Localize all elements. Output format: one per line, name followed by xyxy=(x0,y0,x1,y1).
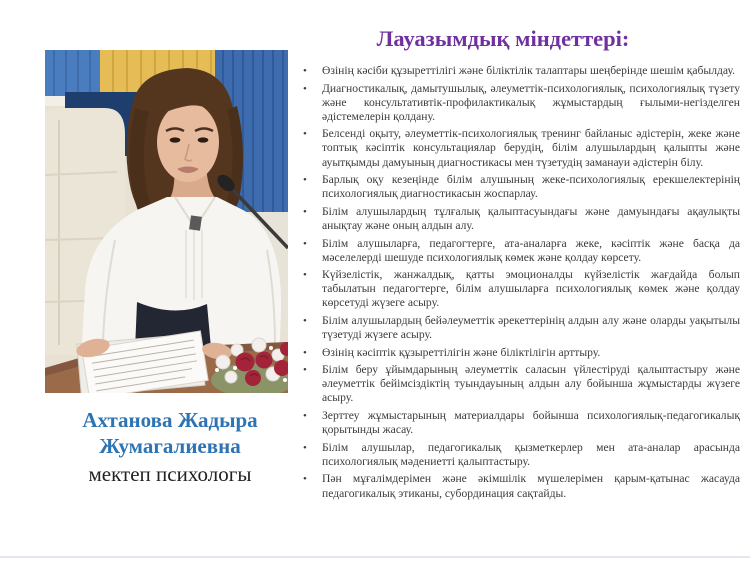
list-item xyxy=(300,409,740,437)
list-item-text: Зерттеу жұмыстарының материалдары бойынша психологиялық-педагогикалық қорытынды жасау. xyxy=(322,409,740,437)
bullet-icon: • xyxy=(303,441,307,454)
bullet-icon: • xyxy=(303,346,307,359)
list-item-text: Білім беру ұйымдарының әлеуметтік саласын үйлестіруді қалыптастыру және әлеуметтік бейімсіздіктің туындауының алдын алу бойынша жұмыстарды жүзеге асыру. xyxy=(322,363,740,405)
list-item-text: Білім алушылардың бейәлеуметтік әрекеттерінің алдын алу және оларды уақытылы түзетуді жүзеге асыру. xyxy=(322,314,740,342)
list-item xyxy=(300,363,740,405)
list-item-text: Пән мұғалімдерімен және әкімшілік мүшелерімен қарым-қатынас жасауда педагогикалық этиканы, субординация сақтайды. xyxy=(322,472,740,500)
list-item-text: Өзінің кәсіптік құзыреттілігін және біліктілігін арттыру. xyxy=(322,345,601,359)
portrait-photo xyxy=(45,50,288,393)
bullet-icon: • xyxy=(303,364,307,377)
bullet-icon: • xyxy=(303,128,307,141)
bullet-icon: • xyxy=(303,82,307,95)
list-item-text: Білім алушыларға, педагогтерге, ата-аналарға жеке, кәсіптік және басқа да мәселелерді шешуде психологиялық көмек және қолдау көрсету. xyxy=(322,236,740,264)
person-name: Ахтанова Жадыра Жумагалиевна xyxy=(82,408,258,458)
list-item-text: Белсенді оқыту, әлеуметтік-психологиялық тренинг байланыс әдістерін, жеке және топтық кәсіптік консультациялар берудің, білім алушылардың қалыпты және ауытқымды дамуының диагностикасы мен түзетудің заманауи әдістерін білу. xyxy=(322,127,740,169)
list-item xyxy=(300,472,740,500)
list-item-text: Диагностикалық, дамытушылық, әлеуметтік-психологиялық, психологиялық түзету және консультативтік-профилактикалық жұмыстардың ғылыми-негізделген әдістемелерін қолдану. xyxy=(322,81,740,123)
list-item xyxy=(300,314,740,342)
bullet-icon: • xyxy=(303,315,307,327)
list-item xyxy=(300,127,740,169)
bottom-divider xyxy=(0,556,750,558)
list-item-text: Өзінің кәсіби құзыреттілігі және біліктілік талаптары шеңберінде шешім қабылдау. xyxy=(322,64,735,77)
list-item xyxy=(300,82,740,124)
bullet-icon: • xyxy=(303,237,307,250)
bullet-icon: • xyxy=(303,269,307,282)
list-item xyxy=(300,441,740,469)
list-item xyxy=(300,268,740,310)
duties-section xyxy=(300,26,740,504)
person-role: мектеп психологы xyxy=(88,462,252,487)
person-caption xyxy=(10,408,330,487)
list-item-text: Білім алушылар, педагогикалық қызметкерлер мен ата-аналар арасында психологиялық мәдениетті қалыптастыру. xyxy=(322,440,740,468)
bullet-icon: • xyxy=(303,174,307,187)
list-item-text: Күйзелістік, жанжалдық, қатты эмоционалды күйзелістік жағдайда болып табылатын педагогтерге, білім алушыларға психологиялық көмек және қолдау көрсетуді жүзеге асыру. xyxy=(322,268,740,310)
portrait-photo-art xyxy=(45,50,288,393)
list-item xyxy=(300,205,740,233)
list-item xyxy=(300,237,740,265)
bullet-icon: • xyxy=(303,205,307,218)
duties-list xyxy=(300,64,740,501)
list-item xyxy=(300,173,740,201)
list-item-text: Барлық оқу кезеңінде білім алушының жеке-психологиялық ерекшелектерінің психологиялық диагностикасын жоспарлау. xyxy=(322,173,740,201)
list-item xyxy=(300,346,740,360)
bullet-icon: • xyxy=(303,65,307,77)
list-item-text: Білім алушылардың тұлғалық қалыптасуындағы және дамуындағы ақаулықты анықтау және оның алдын алу. xyxy=(322,204,740,232)
bullet-icon: • xyxy=(303,410,307,423)
page-title: Лауазымдық міндеттері: xyxy=(376,26,630,51)
bullet-icon: • xyxy=(303,473,307,486)
list-item xyxy=(300,64,740,78)
